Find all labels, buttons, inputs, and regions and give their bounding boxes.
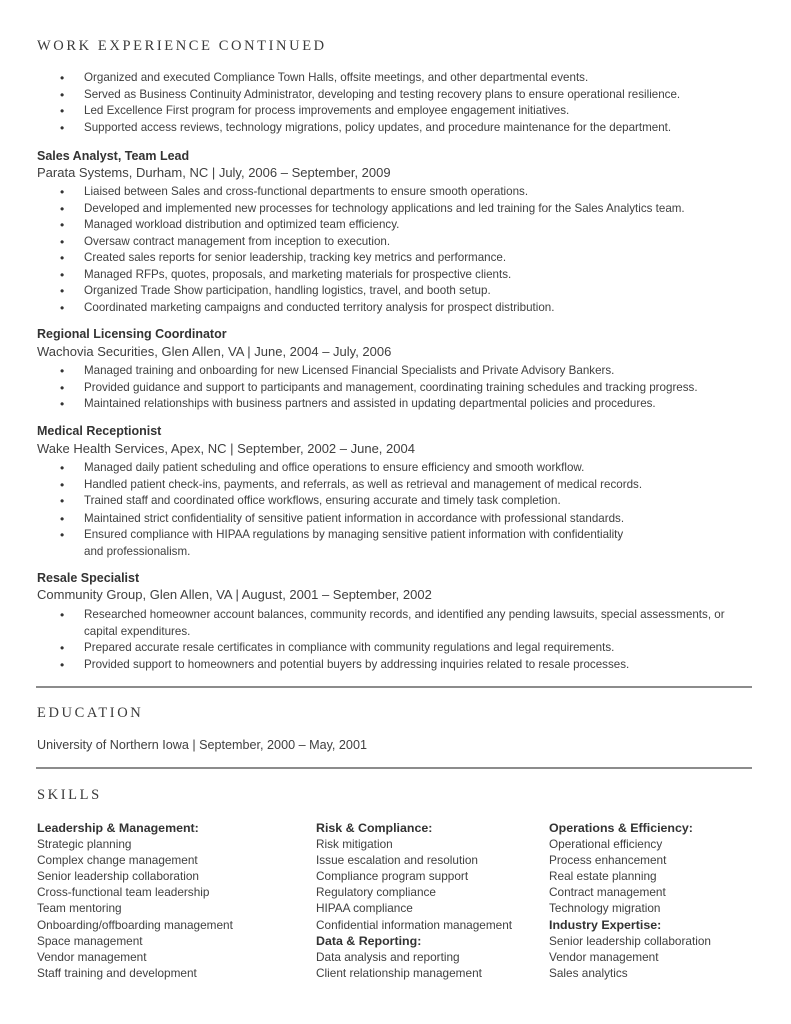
education-heading: EDUCATION <box>37 705 144 721</box>
skill-item: Risk mitigation <box>316 837 393 851</box>
work-continued-bullets <box>0 70 760 136</box>
skill-item: Sales analytics <box>549 966 628 980</box>
bullet-item: • Liaised between Sales and cross-functional departments to ensure smooth operations. <box>0 184 760 201</box>
skill-item: Process enhancement <box>549 853 667 867</box>
skill-item: Complex change management <box>37 853 198 867</box>
bullet-item: • Provided support to homeowners and potential buyers by addressing inquiries related to resale processes. <box>0 657 760 674</box>
job-meta: Parata Systems, Durham, NC | July, 2006 – September, 2009 <box>37 165 391 180</box>
job-bullets <box>0 363 760 413</box>
bullet-item: • Trained staff and coordinated office workflows, ensuring accurate and timely task completion. <box>0 493 760 510</box>
education-entry: University of Northern Iowa | September, 2000 – May, 2001 <box>37 738 367 752</box>
bullet-item: • Developed and implemented new processes for technology applications and led training for the Sales Analytics team. <box>0 201 760 218</box>
bullet-item: • Managed training and onboarding for new Licensed Financial Specialists and Private Advisory Bankers. <box>0 363 760 380</box>
work-experience-continued-heading: WORK EXPERIENCE CONTINUED <box>37 38 327 54</box>
job-title: Sales Analyst, Team Lead <box>37 149 190 163</box>
skill-category: Data & Reporting: <box>316 934 422 948</box>
skill-item: Space management <box>37 934 143 948</box>
bullet-item: • Researched homeowner account balances, community records, and identified any pending lawsuits, special assessments, or capital expenditures. <box>0 607 760 640</box>
section-divider <box>36 767 752 769</box>
job-meta: Community Group, Glen Allen, VA | August, 2001 – September, 2002 <box>37 587 432 602</box>
job-meta: Wachovia Securities, Glen Allen, VA | June, 2004 – July, 2006 <box>37 344 392 359</box>
skill-item: Confidential information management <box>316 918 513 932</box>
skill-item: Contract management <box>549 885 666 899</box>
job-bullets <box>0 607 760 673</box>
bullet-item: • Supported access reviews, technology migrations, policy updates, and procedure maintenance for the department. <box>0 120 760 137</box>
skills-column <box>316 820 512 981</box>
skills-heading: SKILLS <box>37 787 102 803</box>
bullet-item: • Managed daily patient scheduling and office operations to ensure efficiency and smooth workflow. <box>0 460 760 477</box>
skill-item: Compliance program support <box>316 869 469 883</box>
skill-category: Industry Expertise: <box>549 918 662 932</box>
bullet-item: • Created sales reports for senior leadership, tracking key metrics and performance. <box>0 250 760 267</box>
job-title: Resale Specialist <box>37 571 140 585</box>
skill-category: Operations & Efficiency: <box>549 821 693 835</box>
job-bullets <box>0 460 760 560</box>
skill-item: Client relationship management <box>316 966 482 980</box>
skill-item: Regulatory compliance <box>316 885 436 899</box>
job-bullets <box>0 184 760 316</box>
skill-item: Team mentoring <box>37 901 122 915</box>
skill-item: Senior leadership collaboration <box>37 869 199 883</box>
skill-item: Strategic planning <box>37 837 132 851</box>
bullet-item: • Organized and executed Compliance Town Halls, offsite meetings, and other departmental events. <box>0 70 760 87</box>
skill-item: Data analysis and reporting <box>316 950 460 964</box>
bullet-item: • Maintained relationships with business partners and assisted in updating departmental policies and procedures. <box>0 396 760 413</box>
skill-item: Issue escalation and resolution <box>316 853 478 867</box>
job-title: Medical Receptionist <box>37 424 162 438</box>
section-divider <box>36 686 752 688</box>
bullet-item: • Served as Business Continuity Administrator, developing and testing recovery plans to ensure operational resilience. <box>0 87 760 104</box>
job-meta: Wake Health Services, Apex, NC | September, 2002 – June, 2004 <box>37 441 415 456</box>
skill-item: Staff training and development <box>37 966 197 980</box>
skill-category: Risk & Compliance: <box>316 821 433 835</box>
bullet-item: • Maintained strict confidentiality of sensitive patient information in accordance with professional standards. <box>0 511 760 528</box>
bullet-item: • Provided guidance and support to participants and management, coordinating training schedules and tracking progress. <box>0 380 760 397</box>
bullet-item: • Led Excellence First program for process improvements and employee engagement initiatives. <box>0 103 760 120</box>
skill-category: Leadership & Management: <box>37 821 199 835</box>
skills-column <box>549 820 711 981</box>
skill-item: Technology migration <box>549 901 661 915</box>
job-title: Regional Licensing Coordinator <box>37 327 227 341</box>
skill-item: Senior leadership collaboration <box>549 934 711 948</box>
skill-item: HIPAA compliance <box>316 901 413 915</box>
bullet-item: • Managed RFPs, quotes, proposals, and marketing materials for prospective clients. <box>0 267 760 284</box>
bullet-item: • Organized Trade Show participation, handling logistics, travel, and booth setup. <box>0 283 760 300</box>
bullet-item: • Managed workload distribution and optimized team efficiency. <box>0 217 760 234</box>
skill-item: Vendor management <box>37 950 147 964</box>
skill-item: Real estate planning <box>549 869 657 883</box>
bullet-item: • Handled patient check-ins, payments, and referrals, as well as retrieval and management of medical records. <box>0 477 760 494</box>
bullet-item: • Oversaw contract management from inception to execution. <box>0 234 760 251</box>
skill-item: Cross-functional team leadership <box>37 885 210 899</box>
bullet-item: • Ensured compliance with HIPAA regulations by managing sensitive patient information with confidentiality and professionalism. <box>0 527 760 560</box>
skill-item: Operational efficiency <box>549 837 663 851</box>
skill-item: Vendor management <box>549 950 659 964</box>
bullet-item: • Coordinated marketing campaigns and conducted territory analysis for prospect distribution. <box>0 300 760 317</box>
skill-item: Onboarding/offboarding management <box>37 918 233 932</box>
bullet-item: • Prepared accurate resale certificates in compliance with community regulations and legal requirements. <box>0 640 760 657</box>
skills-column <box>37 820 233 981</box>
